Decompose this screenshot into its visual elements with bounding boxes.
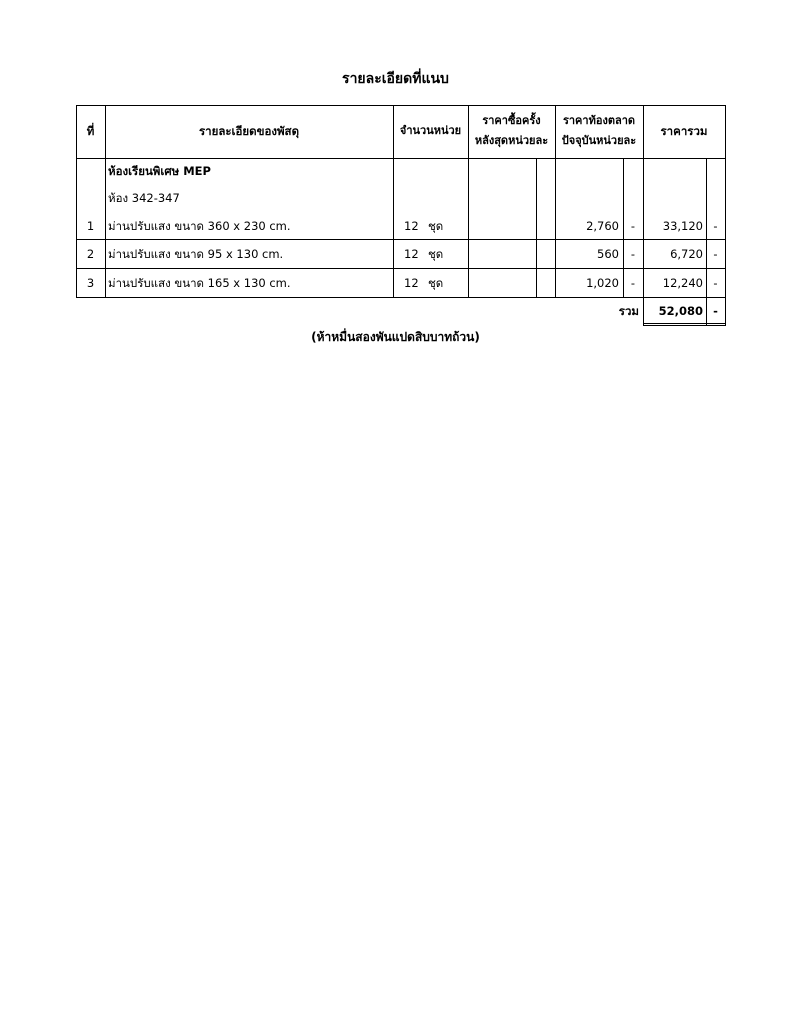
table-border-top (76, 105, 726, 106)
section-room: ห้อง 342-347 (108, 191, 180, 205)
header-detail: รายละเอียดของพัสดุ (198, 124, 300, 138)
sum-satang: - (713, 304, 718, 318)
row-3-price-satang: - (630, 276, 636, 290)
header-market-price-line1: ราคาท้องตลาด (562, 114, 636, 127)
row-2-total-satang: - (713, 247, 718, 261)
row-1-price-satang: - (630, 219, 636, 233)
header-total: ราคารวม (660, 124, 708, 138)
table-border-right (725, 105, 726, 325)
header-last-price-line2: หลังสุดหน่วยละ (474, 134, 549, 147)
row-2-price-satang: - (630, 247, 636, 261)
row-3-qty: 12 (404, 276, 419, 290)
row-3-unit: ชุด (428, 276, 444, 290)
section-heading: ห้องเรียนพิเศษ MEP (108, 164, 211, 178)
header-last-price-line1: ราคาซื้อครั้ง (482, 114, 541, 127)
row-2-bottom-line (76, 268, 726, 269)
row-1-no: 1 (86, 219, 95, 233)
row-1-total: 33,120 (662, 219, 703, 233)
row-1-bottom-line (76, 239, 726, 240)
amount-in-words: (ห้าหมื่นสองพันแปดสิบบาทถ้วน) (311, 330, 480, 344)
header-market-price-line2: ปัจจุบันหน่วยละ (561, 134, 637, 147)
row-3-bottom-line (76, 297, 726, 298)
row-2-unit: ชุด (428, 247, 444, 261)
row-1-unit: ชุด (428, 219, 444, 233)
header-no: ที่ (86, 124, 95, 138)
row-3-price: 1,020 (586, 276, 619, 290)
row-1-total-satang: - (713, 219, 718, 233)
col-divider-total-satang (706, 158, 707, 325)
sum-underline-2 (643, 325, 726, 326)
row-1-detail: ม่านปรับแสง ขนาด 360 x 230 cm. (108, 219, 291, 233)
header-bottom-line (76, 158, 726, 159)
sum-label: รวม (618, 304, 639, 318)
sum-underline-1 (643, 323, 726, 324)
row-3-no: 3 (86, 276, 95, 290)
row-2-detail: ม่านปรับแสง ขนาด 95 x 130 cm. (108, 247, 284, 261)
page-title: รายละเอียดที่แนบ (342, 71, 449, 87)
row-2-total: 6,720 (670, 247, 703, 261)
row-2-no: 2 (86, 247, 95, 261)
row-1-qty: 12 (404, 219, 419, 233)
header-qty: จำนวนหน่วย (399, 124, 462, 137)
items-table (76, 105, 726, 325)
row-3-detail: ม่านปรับแสง ขนาด 165 x 130 cm. (108, 276, 291, 290)
row-2-price: 560 (597, 247, 619, 261)
sum-value: 52,080 (658, 304, 703, 318)
col-divider-last-satang (536, 158, 537, 297)
row-1-price: 2,760 (586, 219, 619, 233)
row-3-total: 12,240 (662, 276, 703, 290)
row-3-total-satang: - (713, 276, 718, 290)
row-2-qty: 12 (404, 247, 419, 261)
